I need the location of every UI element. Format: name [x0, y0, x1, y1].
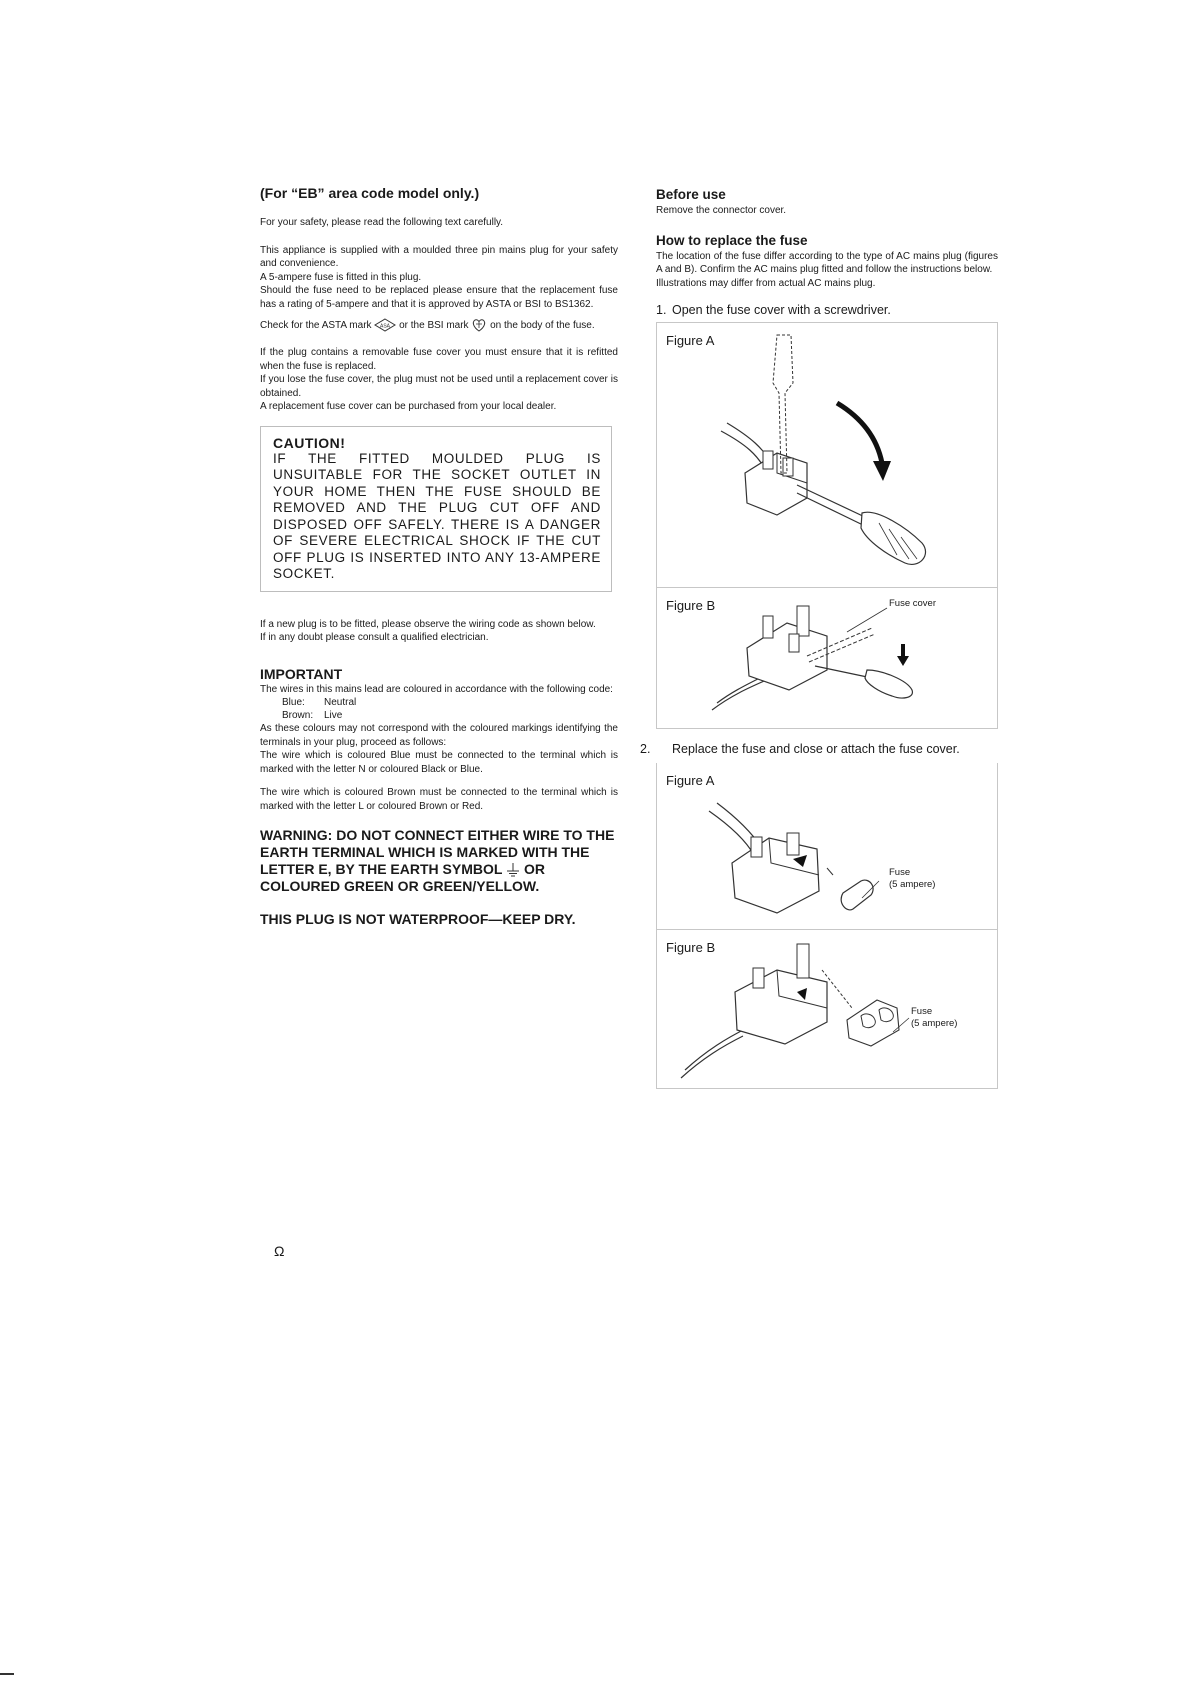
check-text-before: Check for the ASTA mark: [260, 320, 372, 331]
plug-screwdriver-illustration: [657, 323, 999, 587]
figure-2a-label: Figure A: [666, 773, 715, 788]
para3-line: If a new plug is to be fitted, please observe the wiring code as shown below.: [260, 618, 596, 630]
fuse-cover-paragraph: [260, 346, 618, 414]
important-text2: The wire which is coloured Blue must be connected to the terminal which is marked with the letter N or coloured Black or Blue.: [260, 750, 618, 775]
bottom-rule: [0, 1673, 14, 1675]
para2-line: A replacement fuse cover can be purchased from your local dealer.: [260, 401, 557, 412]
figure-1b: [656, 588, 998, 729]
para2-line: If the plug contains a removable fuse cover you must ensure that it is refitted when the fuse is replaced.: [260, 347, 618, 372]
replace-fuse-text: The location of the fuse differ according to the type of AC mains plug (figures A and B). Confirm the AC mains plug fitted and follow the instructions below.: [656, 250, 998, 275]
figure-1a: [656, 322, 998, 588]
caution-box: [260, 426, 612, 592]
figure-2b-label: Figure B: [666, 940, 716, 955]
warning-before: WARNING: DO NOT CONNECT EITHER WIRE TO THE EARTH TERMINAL WHICH IS MARKED WITH THE LETTER E, BY THE EARTH SYMBOL: [260, 827, 615, 877]
bsi-mark-icon: [471, 318, 487, 332]
para1-line: A 5-ampere fuse is fitted in this plug.: [260, 271, 422, 283]
replace-fuse-title: How to replace the fuse: [656, 232, 808, 248]
step-2-text: Replace the fuse and close or attach the fuse cover.: [672, 742, 960, 756]
figure-2b-note1: Fuse: [911, 1006, 933, 1017]
important-text1: As these colours may not correspond with the coloured markings identifying the terminals in your plug, proceed as follows:: [260, 723, 618, 748]
right-column: [640, 186, 998, 1089]
eb-heading: (For “EB” area code model only.): [260, 185, 480, 201]
caution-title: CAUTION!: [273, 434, 346, 451]
wire-code-row: [260, 709, 618, 722]
figure-1b-label: Figure B: [666, 598, 716, 613]
check-text-after: on the body of the fuse.: [490, 320, 595, 331]
step-1-number: 1.: [656, 303, 667, 317]
figure-2a: [656, 763, 998, 930]
wire-meaning: Neutral: [324, 697, 357, 708]
figure-2a-note1: Fuse: [889, 867, 911, 878]
important-text3: The wire which is coloured Brown must be connected to the terminal which is marked with the letter L or coloured Brown or Red.: [260, 787, 618, 812]
figure-1b-note: Fuse cover: [889, 598, 936, 609]
figure-group-open: [656, 322, 998, 729]
para1-line: This appliance is supplied with a moulded three pin mains plug for your safety and convenience.: [260, 244, 618, 269]
earth-symbol-icon: [506, 863, 520, 877]
before-use-text: Remove the connector cover.: [656, 205, 787, 216]
para2-line: If you lose the fuse cover, the plug must not be used until a replacement cover is obtained.: [260, 374, 618, 399]
fuse-paragraph: [260, 244, 618, 312]
figure-1a-label: Figure A: [666, 333, 715, 348]
new-plug-paragraph: [260, 618, 618, 645]
wire-colour: Blue:: [282, 697, 305, 708]
important-title: IMPORTANT: [260, 665, 343, 682]
para1-line: Should the fuse need to be replaced please ensure that the replacement fuse has a rating of 5-ampere and that it is approved by ASTA or BSI to BS1362.: [260, 285, 618, 310]
warning-text: [260, 827, 618, 895]
wire-meaning: Live: [324, 710, 343, 721]
figure-2b: [656, 930, 998, 1089]
wire-colour: Brown:: [282, 710, 314, 721]
figure-2b-note2: (5 ampere): [911, 1018, 958, 1029]
asta-mark-text: ASA: [380, 323, 391, 330]
important-intro: The wires in this mains lead are coloured in accordance with the following code:: [260, 683, 613, 695]
caution-text: IF THE FITTED MOULDED PLUG IS UNSUITABLE FOR THE SOCKET OUTLET IN YOUR HOME THEN THE FUSE SHOULD BE REMOVED AND THE PLUG CUT OFF AND DISPOSED OFF SAFELY. THERE IS A DANGER OF SEVERE ELECTRICAL SHOCK IF THE CUT OFF PLUG IS INSERTED INTO ANY 13-AMPERE SOCKET.: [273, 450, 601, 581]
footer-symbol: Ω: [274, 1243, 285, 1259]
step-2-number: 2.: [640, 742, 651, 756]
warning-after: OR COLOURED GREEN OR GREEN/YELLOW.: [260, 861, 545, 894]
para3-line: If in any doubt please consult a qualified electrician.: [260, 632, 489, 643]
left-column: [260, 184, 618, 928]
waterproof-text: THIS PLUG IS NOT WATERPROOF—KEEP DRY.: [260, 911, 576, 927]
figure-group-replace: [656, 763, 998, 1089]
figure-2a-note2: (5 ampere): [889, 879, 936, 890]
before-use-title: Before use: [656, 187, 726, 202]
asta-mark-icon: [374, 318, 396, 332]
step-1: [656, 302, 998, 318]
step-2: [640, 741, 998, 757]
illustrations-note: Illustrations may differ from actual AC mains plug.: [656, 277, 876, 289]
check-text-middle: or the BSI mark: [399, 320, 469, 331]
step-1-text: Open the fuse cover with a screwdriver.: [672, 303, 891, 317]
safety-intro: For your safety, please read the following text carefully.: [260, 217, 504, 228]
wire-code-row: [260, 696, 618, 709]
mark-check-text: [260, 318, 618, 334]
